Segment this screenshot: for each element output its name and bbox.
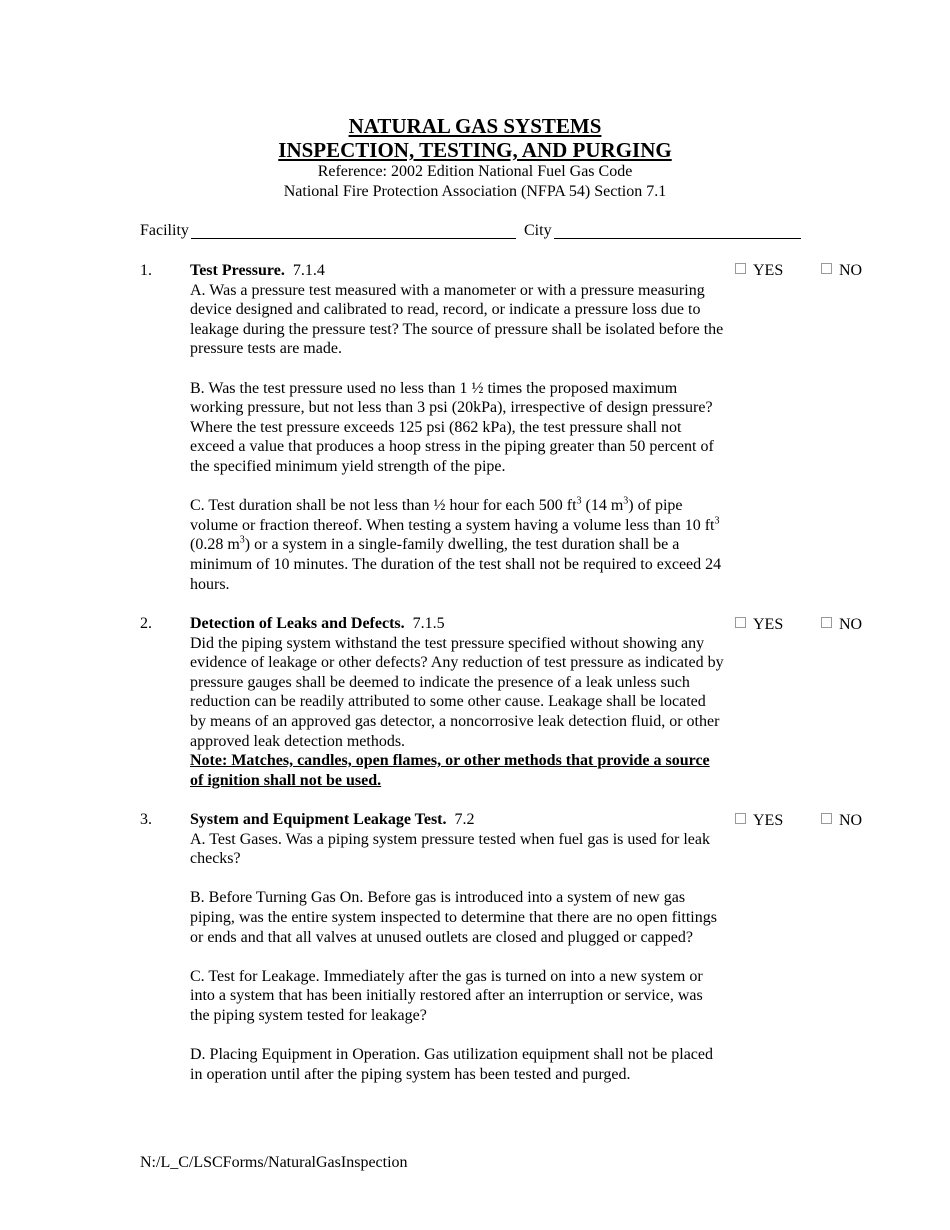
question-3-part-c: C. Test for Leakage. Immediately after the gas is turned on into a new system or into a system that has been initially restored after an interruption or service, was the piping system tested for leakage?	[190, 967, 703, 1024]
reference-line-2: National Fire Protection Association (NFPA 54) Section 7.1	[283, 183, 667, 200]
question-3-part-a: A. Test Gases. Was a piping system pressure tested when fuel gas is used for leak checks?	[190, 830, 710, 868]
question-1-number: 1.	[140, 262, 152, 279]
question-3-body	[190, 810, 725, 1084]
city-label: City	[524, 222, 552, 239]
question-1-body	[190, 261, 725, 594]
question-1-title: Test Pressure.	[190, 262, 285, 279]
question-1-yes-checkbox[interactable]: YES	[735, 261, 783, 281]
question-3-part-d: D. Placing Equipment in Operation. Gas utilization equipment shall not be placed in operation until after the piping system has been tested and purged.	[190, 1046, 713, 1083]
question-3-number: 3.	[140, 811, 152, 828]
question-2-title: Detection of Leaks and Defects.	[190, 615, 405, 632]
question-3-section: 7.2	[454, 811, 475, 828]
question-2-section: 7.1.5	[412, 615, 445, 632]
question-3-part-b: B. Before Turning Gas On. Before gas is introduced into a system of new gas piping, was the entire system inspected to determine that there are no open fittings or ends and that all valves at unused outlets are closed and plugged or capped?	[190, 889, 717, 946]
question-2-body	[190, 614, 725, 790]
question-1-section: 7.1.4	[292, 262, 325, 279]
question-1-part-c: C. Test duration shall be not less than ½ hour for each 500 $ft^3$ (14 $m^3$) of pipe volume or fraction thereof. When testing a system having a volume less than 10 $ft^3$ (0.28 $m^3$) or a system in a single-family dwelling, the test duration shall be a minimum of 10 minutes. The duration of the test shall not be required to exceed 24 hours.	[190, 495, 722, 593]
question-3-no-checkbox[interactable]: NO	[821, 811, 862, 831]
footer-file-path: N:/L_C/LSCForms/NaturalGasInspection	[140, 1154, 408, 1171]
question-3-title: System and Equipment Leakage Test.	[190, 811, 447, 828]
question-2-yes-checkbox[interactable]: YES	[735, 615, 783, 635]
question-2-number: 2.	[140, 615, 152, 632]
title-line-2: INSPECTION, TESTING, AND PURGING	[278, 138, 672, 162]
facility-label: Facility	[140, 222, 189, 239]
reference-line-1: Reference: 2002 Edition National Fuel Gas Code	[317, 163, 633, 180]
question-3-yes-checkbox[interactable]: YES	[735, 811, 783, 831]
question-1-no-checkbox[interactable]: NO	[821, 261, 862, 281]
question-2-no-checkbox[interactable]: NO	[821, 615, 862, 635]
question-1-part-b: B. Was the test pressure used no less than 1 ½ times the proposed maximum working pressure, but not less than 3 psi (20kPa), irrespective of design pressure? Where the test pressure exceeds 125 psi (862 kPa), the test pressure shall not exceed a value that produces a hoop stress in the piping greater than 50 percent of the specified minimum yield strength of the pipe.	[190, 379, 714, 475]
question-2-text: Did the piping system withstand the test pressure specified without showing any evidence of leakage or other defects? Any reduction of test pressure as indicated by pressure gauges shall be deemed to indicate the presence of a leak unless such reduction can be readily attributed to some other cause. Leakage shall be located by means of an approved gas detector, a noncorrosive leak detection fluid, or other approved leak detection methods.	[190, 634, 724, 750]
question-1-part-a: A. Was a pressure test measured with a manometer or with a pressure measuring device designed and calibrated to read, record, or indicate a pressure loss due to leakage during the pressure test? The source of pressure shall be isolated before the pressure tests are made.	[190, 281, 724, 358]
title-line-1: NATURAL GAS SYSTEMS	[348, 114, 602, 138]
facility-field[interactable]	[191, 238, 516, 239]
question-2-note: Note: Matches, candles, open flames, or other methods that provide a source of ignition shall not be used.	[190, 752, 710, 789]
city-field[interactable]	[554, 238, 801, 239]
